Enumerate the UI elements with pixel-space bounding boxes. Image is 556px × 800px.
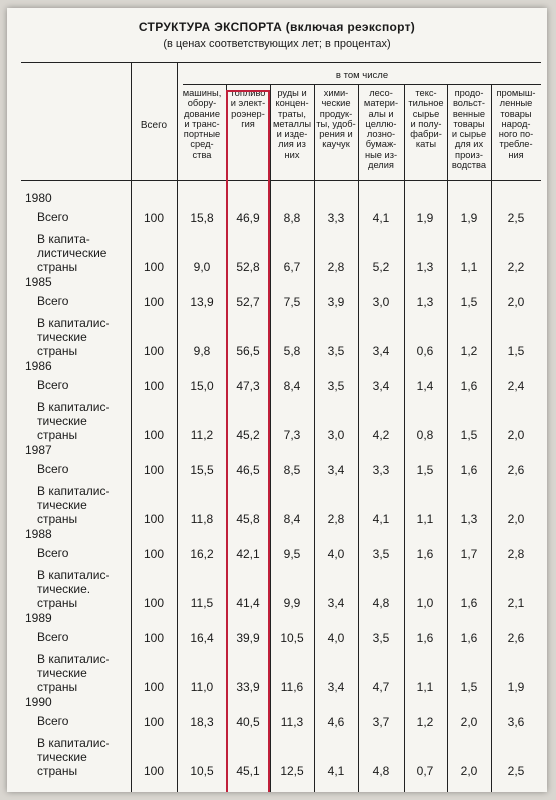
table-cell: 45,1 [236, 764, 260, 778]
header-col-textiles: текс- тильное сырье и полу- фабри- каты [408, 88, 444, 150]
table-cell: 2,5 [507, 211, 525, 225]
table-cell: 11,2 [190, 428, 214, 442]
header-total: Всего [140, 120, 168, 131]
table-cell: 1,4 [416, 379, 434, 393]
table-cell: 2,0 [507, 295, 525, 309]
table-cell: 3,4 [372, 379, 390, 393]
table-cell: 3,4 [327, 596, 345, 610]
header-col-chemicals: хими- ческие продук- ты, удоб- рения и каучук [316, 88, 356, 150]
table-cell: 1,7 [460, 547, 478, 561]
table-cell: 15,5 [190, 463, 214, 477]
header-col-machinery: машины, обору- дование и транс- портные сред- ства [182, 88, 222, 160]
table-cell: 100 [143, 463, 165, 477]
year-label: 1987 [25, 443, 52, 457]
table-cell: 11,3 [280, 715, 304, 729]
table-cell: 9,9 [283, 596, 301, 610]
table-cell: 46,5 [236, 463, 260, 477]
table-cell: 2,8 [507, 547, 525, 561]
table-cell: 100 [143, 512, 165, 526]
table-cell: 33,9 [236, 680, 260, 694]
year-label: 1986 [25, 359, 52, 373]
table-cell: 42,1 [236, 547, 260, 561]
table-cell: 3,0 [327, 428, 345, 442]
table-cell: 2,0 [460, 715, 478, 729]
table-cell: 1,1 [416, 680, 434, 694]
table-cell: 2,5 [507, 764, 525, 778]
table-cell: 100 [143, 260, 165, 274]
table-cell: 47,3 [236, 379, 260, 393]
row-label-capitalist: В капиталис- тические страны [37, 652, 110, 694]
row-label-total: Всего [37, 210, 69, 224]
table-cell: 3,7 [372, 715, 390, 729]
table-cell: 2,0 [507, 428, 525, 442]
table-cell: 11,8 [190, 512, 214, 526]
table-body [21, 62, 541, 792]
table-cell: 0,8 [416, 428, 434, 442]
row-label-total: Всего [37, 294, 69, 308]
table-cell: 40,5 [236, 715, 260, 729]
table-cell: 8,8 [283, 211, 301, 225]
table-cell: 1,6 [416, 631, 434, 645]
table-cell: 1,5 [460, 428, 478, 442]
table-cell: 52,7 [236, 295, 260, 309]
row-label-capitalist: В капита- листические страны [37, 232, 107, 274]
table-cell: 41,4 [236, 596, 260, 610]
table-cell: 1,6 [460, 379, 478, 393]
table-cell: 1,5 [460, 680, 478, 694]
table-cell: 3,4 [327, 680, 345, 694]
row-label-total: Всего [37, 630, 69, 644]
table-cell: 1,9 [507, 680, 525, 694]
table-cell: 3,5 [372, 547, 390, 561]
table-cell: 1,6 [416, 547, 434, 561]
table-cell: 100 [143, 547, 165, 561]
table-cell: 45,2 [236, 428, 260, 442]
table-cell: 0,6 [416, 344, 434, 358]
table-cell: 7,5 [283, 295, 301, 309]
table-cell: 39,9 [236, 631, 260, 645]
table-cell: 7,3 [283, 428, 301, 442]
document-page [7, 8, 547, 792]
table-cell: 4,0 [327, 547, 345, 561]
row-label-capitalist: В капиталис- тические страны [37, 484, 110, 526]
year-label: 1985 [25, 275, 52, 289]
table-cell: 10,5 [190, 764, 214, 778]
table-cell: 12,5 [280, 764, 304, 778]
year-label: 1980 [25, 191, 52, 205]
table-cell: 6,7 [283, 260, 301, 274]
year-label: 1988 [25, 527, 52, 541]
table-cell: 52,8 [236, 260, 260, 274]
table-cell: 1,5 [460, 295, 478, 309]
table-cell: 3,4 [372, 344, 390, 358]
table-cell: 2,2 [507, 260, 525, 274]
year-label: 1990 [25, 695, 52, 709]
table-cell: 5,8 [283, 344, 301, 358]
table-cell: 3,6 [507, 715, 525, 729]
row-label-total: Всего [37, 378, 69, 392]
table-cell: 9,8 [193, 344, 211, 358]
table-cell: 4,8 [372, 764, 390, 778]
table-cell: 2,8 [327, 512, 345, 526]
table-title: СТРУКТУРА ЭКСПОРТА (включая реэкспорт) [138, 20, 416, 34]
table-cell: 5,2 [372, 260, 390, 274]
table-cell: 2,6 [507, 463, 525, 477]
table-cell: 2,0 [460, 764, 478, 778]
table-cell: 100 [143, 295, 165, 309]
table-cell: 56,5 [236, 344, 260, 358]
table-cell: 4,7 [372, 680, 390, 694]
table-cell: 13,9 [190, 295, 214, 309]
table-cell: 100 [143, 764, 165, 778]
table-cell: 3,5 [327, 379, 345, 393]
table-cell: 3,5 [372, 631, 390, 645]
table-cell: 9,0 [193, 260, 211, 274]
table-cell: 3,5 [327, 344, 345, 358]
year-label: 1989 [25, 611, 52, 625]
table-cell: 100 [143, 596, 165, 610]
table-cell: 15,0 [190, 379, 214, 393]
table-cell: 8,4 [283, 379, 301, 393]
table-cell: 1,2 [460, 344, 478, 358]
row-label-capitalist: В капиталис- тические страны [37, 400, 110, 442]
table-cell: 100 [143, 631, 165, 645]
table-cell: 2,1 [507, 596, 525, 610]
table-cell: 100 [143, 428, 165, 442]
row-label-total: Всего [37, 462, 69, 476]
table-cell: 11,0 [190, 680, 214, 694]
header-including: в том числе [335, 70, 389, 81]
table-cell: 8,5 [283, 463, 301, 477]
table-cell: 4,8 [372, 596, 390, 610]
row-label-capitalist: В капиталис- тические. страны [37, 568, 110, 610]
table-cell: 0,7 [416, 764, 434, 778]
table-cell: 16,2 [190, 547, 214, 561]
table-cell: 100 [143, 344, 165, 358]
header-col-ores: руды и концен- траты, металлы и изде- лия из них [272, 88, 312, 160]
table-cell: 100 [143, 379, 165, 393]
table-cell: 3,3 [327, 211, 345, 225]
header-col-food: продо- вольст- венные товары и сырье для их произ- водства [451, 88, 487, 171]
table-cell: 10,5 [280, 631, 304, 645]
header-col-consumer: промыш- ленные товары народ- ного по- требле- ния [496, 88, 536, 160]
row-label-total: Всего [37, 546, 69, 560]
table-cell: 4,6 [327, 715, 345, 729]
table-cell: 15,8 [190, 211, 214, 225]
table-cell: 100 [143, 680, 165, 694]
table-cell: 9,5 [283, 547, 301, 561]
table-cell: 1,9 [460, 211, 478, 225]
table-subtitle: (в ценах соответствующих лет; в процентах) [163, 38, 391, 50]
table-cell: 3,9 [327, 295, 345, 309]
export-structure-table [21, 62, 541, 792]
table-cell: 1,0 [416, 596, 434, 610]
table-cell: 100 [143, 715, 165, 729]
table-cell: 1,6 [460, 463, 478, 477]
table-cell: 4,1 [372, 211, 390, 225]
table-cell: 16,4 [190, 631, 214, 645]
table-cell: 1,5 [416, 463, 434, 477]
table-cell: 1,3 [416, 295, 434, 309]
table-cell: 1,3 [460, 512, 478, 526]
table-cell: 46,9 [236, 211, 260, 225]
table-cell: 3,0 [372, 295, 390, 309]
table-cell: 11,5 [190, 596, 214, 610]
header-col-timber: лесо- матери- алы и целлю- лозно- бумаж- ные из- делия [363, 88, 399, 171]
row-label-capitalist: В капиталис- тические страны [37, 736, 110, 778]
row-label-capitalist: В капиталис- тические страны [37, 316, 110, 358]
table-cell: 3,3 [372, 463, 390, 477]
table-cell: 1,6 [460, 596, 478, 610]
table-cell: 1,1 [460, 260, 478, 274]
table-cell: 3,4 [327, 463, 345, 477]
table-cell: 4,1 [327, 764, 345, 778]
table-cell: 4,2 [372, 428, 390, 442]
table-cell: 2,8 [327, 260, 345, 274]
table-cell: 4,1 [372, 512, 390, 526]
table-cell: 1,9 [416, 211, 434, 225]
row-label-total: Всего [37, 714, 69, 728]
table-cell: 45,8 [236, 512, 260, 526]
table-cell: 18,3 [190, 715, 214, 729]
table-cell: 1,2 [416, 715, 434, 729]
table-cell: 2,0 [507, 512, 525, 526]
table-cell: 2,4 [507, 379, 525, 393]
table-cell: 11,6 [280, 680, 304, 694]
table-cell: 1,5 [507, 344, 525, 358]
table-cell: 1,3 [416, 260, 434, 274]
table-cell: 1,6 [460, 631, 478, 645]
header-col-fuel: топливо и элект- роэнер- гия [230, 88, 266, 129]
table-cell: 1,1 [416, 512, 434, 526]
table-cell: 8,4 [283, 512, 301, 526]
table-cell: 100 [143, 211, 165, 225]
table-cell: 4,0 [327, 631, 345, 645]
table-cell: 2,6 [507, 631, 525, 645]
